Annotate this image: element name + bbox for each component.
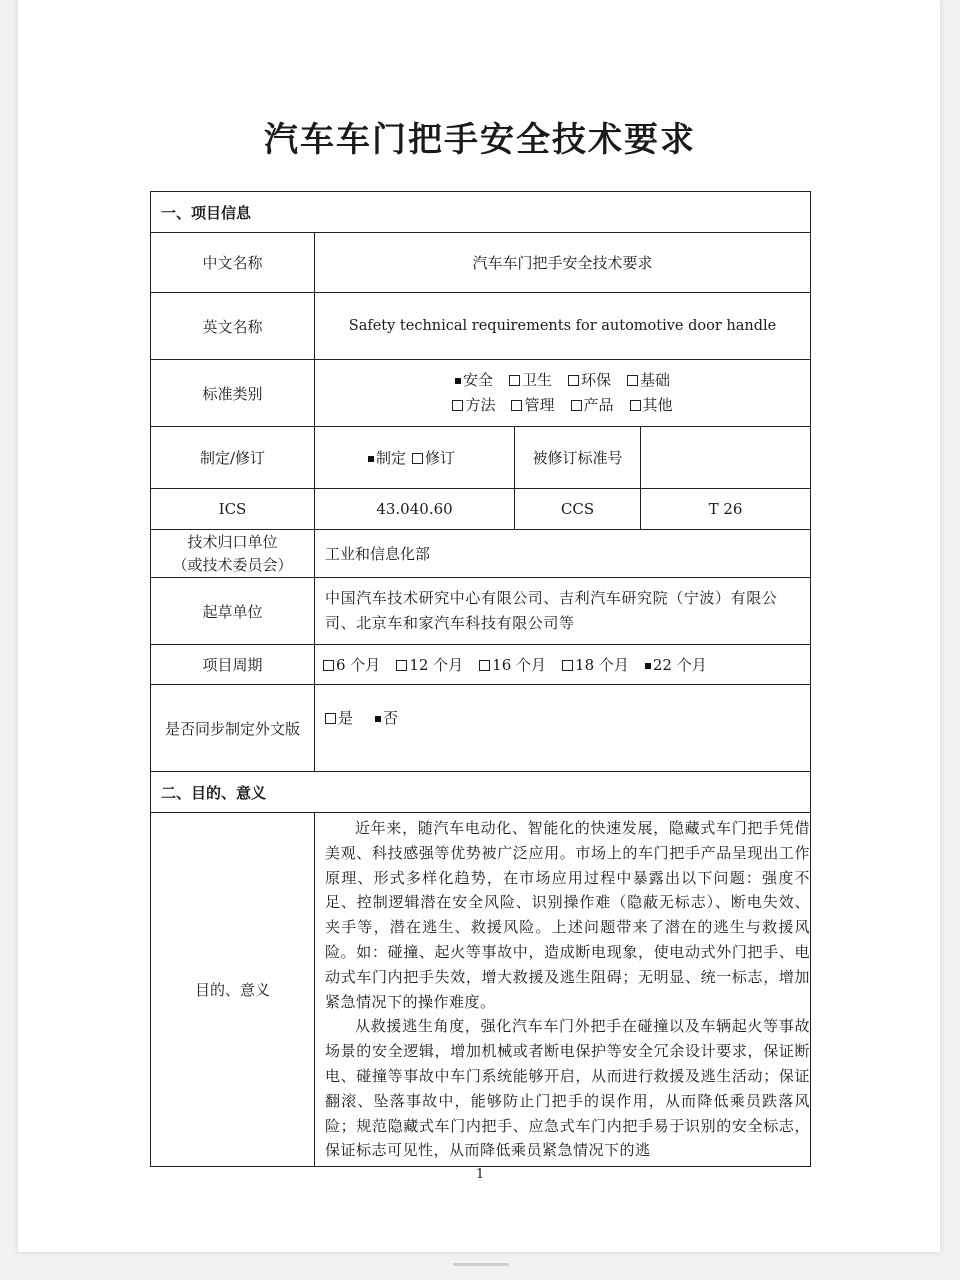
checkbox-option-label: 管理 [524,396,555,414]
cn-name-value: 汽车车门把手安全技术要求 [315,233,811,293]
checkbox-option [455,368,493,393]
checkbox-option-label: 否 [383,709,399,727]
empty-checkbox-icon [325,713,336,724]
checked-square-icon [368,456,374,462]
checkbox-option [323,654,380,675]
revised-standard-label: 被修订标准号 [515,427,641,489]
checkbox-option [509,368,552,393]
checkbox-option-label: 18 个月 [575,656,629,674]
purpose-label: 目的、意义 [151,813,315,1167]
checkbox-option-label: 环保 [581,371,612,389]
checked-square-icon [455,378,461,384]
checkbox-option-label: 6 个月 [336,656,381,674]
ics-label: ICS [151,489,315,530]
empty-checkbox-icon [412,453,423,464]
checkbox-option [375,707,398,728]
period-label: 项目周期 [151,645,315,685]
document-title: 汽车车门把手安全技术要求 [264,120,696,160]
empty-checkbox-icon [452,400,463,411]
ccs-label: CCS [515,489,641,530]
tech-unit-label [151,530,315,578]
empty-checkbox-icon [630,400,641,411]
revision-options [315,427,515,489]
checkbox-option [452,393,495,418]
checked-square-icon [645,663,651,669]
checkbox-option-label: 22 个月 [652,656,707,674]
checkbox-option-label: 是 [338,709,354,727]
category-options-row2 [325,393,800,418]
checkbox-option [412,447,455,468]
empty-checkbox-icon [568,375,579,386]
checkbox-option [396,654,463,675]
checkbox-option-label: 修订 [425,449,456,467]
en-name-value: Safety technical requirements for automotive door handle [315,293,811,360]
purpose-paragraph-1: 近年来，随汽车电动化、智能化的快速发展，隐藏式车门把手凭借美观、科技感强等优势被广泛应用。市场上的车门把手产品呈现出工作原理、形式多样化趋势，在市场应用过程中暴露出以下问题：强度不足、控制逻辑潜在安全风险、识别操作难（隐蔽无标志）、断电失效、夹手等，潜在逃生、救援风险。上述问题带来了潜在的逃生与救援风险。如：碰撞、起火等事故中，造成断电现象，使电动式外门把手、电动式车门内把手失效，增大救援及逃生阻碍；无明显、统一标志，增加紧急情况下的操作难度。 [325,819,811,1011]
checkbox-option [630,393,673,418]
home-indicator-bar [453,1263,509,1266]
empty-checkbox-icon [571,400,582,411]
empty-checkbox-icon [509,375,520,386]
checkbox-option-label: 其他 [642,396,673,414]
page-number: 1 [475,1167,485,1182]
empty-checkbox-icon [323,660,334,671]
checkbox-option [645,654,707,675]
info-table [150,191,811,1167]
checkbox-option-label: 16 个月 [492,656,547,674]
empty-checkbox-icon [627,375,638,386]
tech-unit-label-line1: 技术归口单位 [187,532,278,551]
checkbox-option [325,707,353,728]
category-options [315,360,811,427]
revision-label: 制定/修订 [151,427,315,489]
foreign-version-label: 是否同步制定外文版 [151,685,315,772]
purpose-text [315,813,811,1167]
en-name-label: 英文名称 [151,293,315,360]
foreign-version-options [315,685,811,772]
section-heading-purpose: 二、目的、意义 [151,772,811,813]
checkbox-option [479,654,546,675]
checkbox-option-label: 基础 [640,371,671,389]
empty-checkbox-icon [562,660,573,671]
tech-unit-label-line2: （或技术委员会） [172,555,293,574]
checkbox-option [511,393,554,418]
checkbox-option-label: 方法 [465,396,496,414]
ics-value: 43.040.60 [315,489,515,530]
category-options-row1 [325,368,800,393]
checkbox-option-label: 产品 [583,396,614,414]
tech-unit-value: 工业和信息化部 [315,530,811,578]
revised-standard-value [641,427,811,489]
section-heading-project-info: 一、项目信息 [151,192,811,233]
checkbox-option [562,654,629,675]
empty-checkbox-icon [479,660,490,671]
checkbox-option-label: 卫生 [521,371,552,389]
checkbox-option [627,368,670,393]
checkbox-option [368,447,406,468]
category-label: 标准类别 [151,360,315,427]
checkbox-option-label: 12 个月 [409,656,464,674]
checkbox-option-label: 安全 [462,371,493,389]
purpose-paragraph-2: 从救援逃生角度，强化汽车车门外把手在碰撞以及车辆起火等事故场景的安全逻辑，增加机械或者断电保护等安全冗余设计要求，保证断电、碰撞等事故中车门系统能够开启，从而进行救援及逃生活动；保证翻滚、坠落事故中，能够防止门把手的误作用，从而降低乘员跌落风险；规范隐藏式车门内把手、应急式车门内把手易于识别的安全标志，保证标志可见性，从而降低乘员紧急情况下的逃 [325,1017,811,1160]
checkbox-option [568,368,611,393]
checkbox-option [571,393,614,418]
drafter-value: 中国汽车技术研究中心有限公司、吉利汽车研究院（宁波）有限公司、北京车和家汽车科技有限公司等 [315,578,811,645]
empty-checkbox-icon [396,660,407,671]
empty-checkbox-icon [511,400,522,411]
cn-name-label: 中文名称 [151,233,315,293]
checked-square-icon [375,716,381,722]
drafter-label: 起草单位 [151,578,315,645]
ccs-value: T 26 [641,489,811,530]
checkbox-option-label: 制定 [375,449,406,467]
period-options [315,645,811,685]
